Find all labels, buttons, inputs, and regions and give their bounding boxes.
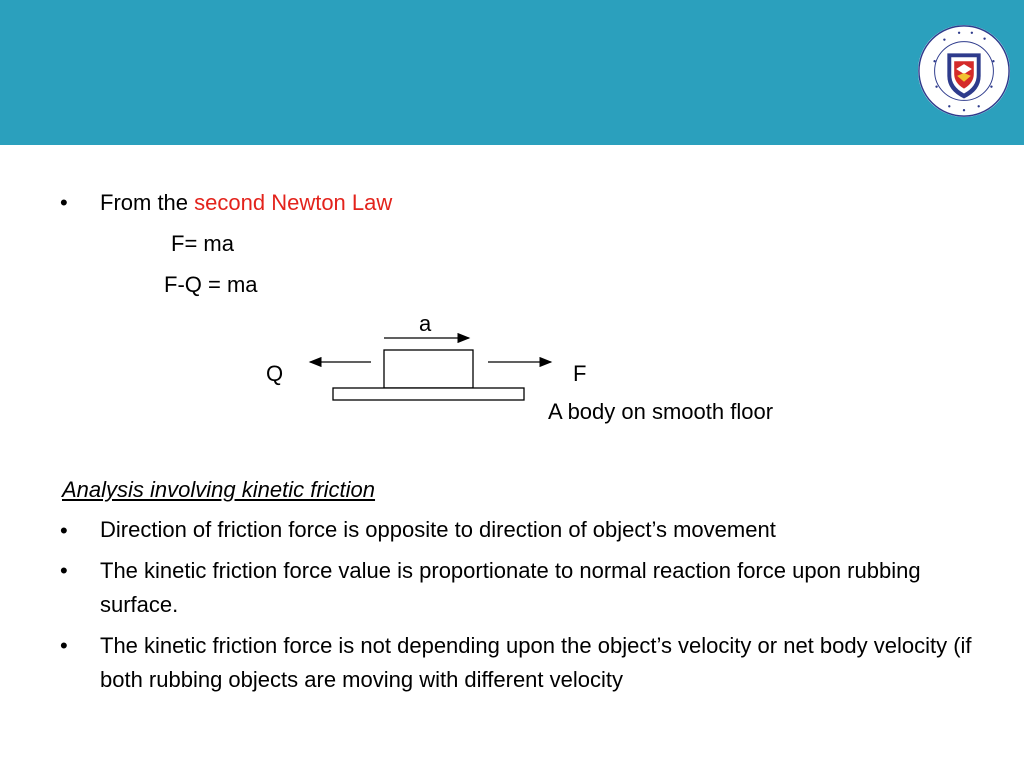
intro-prefix: From the [100,190,195,215]
diagram-caption: A body on smooth floor [548,399,774,424]
equation-1: F= ma [171,231,234,256]
analysis-bullet-1: Direction of friction force is opposite to direction of object’s movement [100,517,776,542]
analysis-bullet-2: The kinetic friction force value is proportionate to normal reaction force upon rubbing surface. [100,558,921,617]
equation-2: F-Q = ma [164,272,258,297]
force-q-label: Q [266,361,284,386]
floor-surface [333,388,524,400]
bullet-marker: • [60,633,68,658]
acceleration-label: a [419,311,432,336]
utem-crest-icon [915,22,1013,120]
bullet-marker: • [60,190,68,215]
header-band [0,0,1024,145]
analysis-heading: Analysis involving kinetic friction [62,477,376,502]
bullet-marker: • [60,558,68,583]
bullet-marker: • [60,518,68,543]
body-block [384,350,473,388]
analysis-bullet-3: The kinetic friction force is not depending upon the object’s velocity or net body velocity (if both rubbing objects are moving with different velocity [100,633,972,692]
intro-highlight: second Newton Law [194,190,393,215]
force-f-label: F [573,361,587,386]
intro-line [100,190,392,216]
